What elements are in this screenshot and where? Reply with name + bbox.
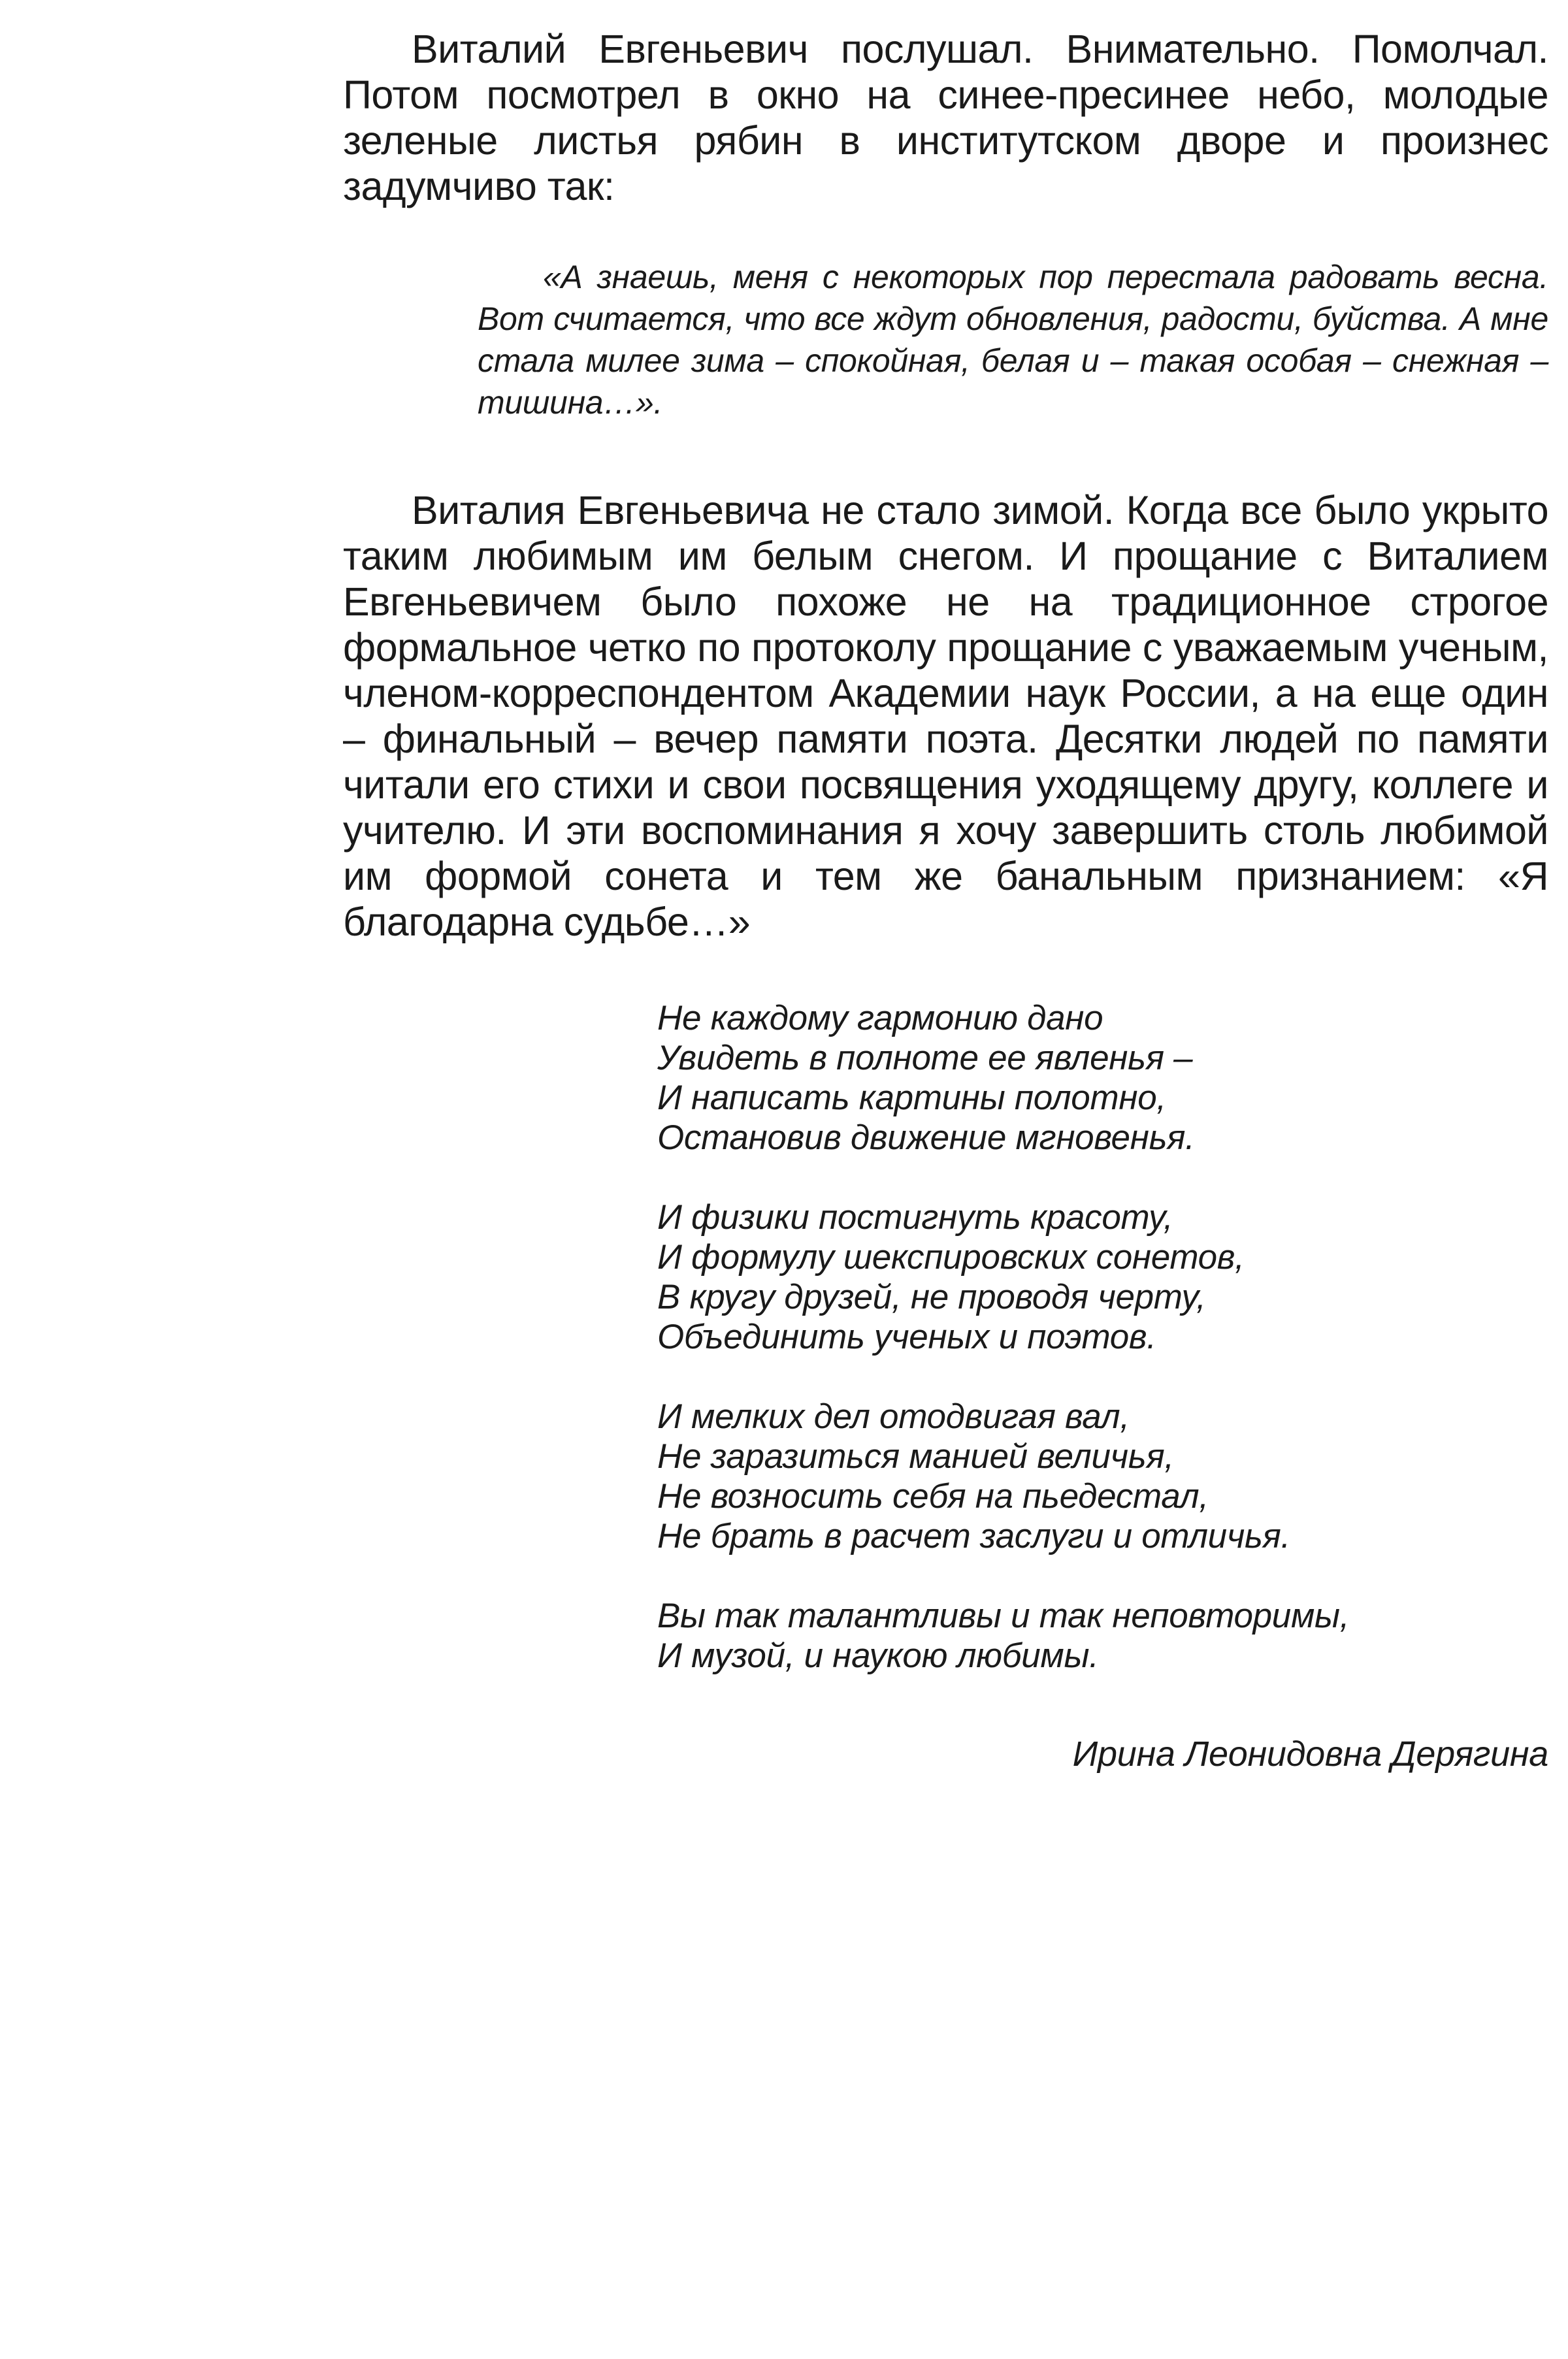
poem-line: Не возносить себя на пьедестал,	[657, 1477, 1209, 1516]
poem-line: И физики постигнуть красоту,	[657, 1198, 1173, 1237]
poem-line: Вы так талантливы и так неповторимы,	[657, 1597, 1350, 1635]
quote-block: «А знаешь, меня с некоторых пор перестала радовать весна. Вот считается, что все ждут обновления, радости, буйства. А мне стала милее зима – спокойная, белая и – такая особая – снежная – тишина…».	[478, 259, 1548, 421]
poem-line: В кругу друзей, не проводя черту,	[657, 1278, 1206, 1316]
stanza-4	[657, 1596, 1548, 1676]
stanza-1	[657, 998, 1548, 1158]
poem-line: И музой, и наукою любимы.	[657, 1636, 1099, 1675]
poem-line: И формулу шекспировских сонетов,	[657, 1238, 1245, 1277]
poem-line: Не каждому гармонию дано	[657, 999, 1103, 1037]
author-signature: Ирина Леонидовна Дерягина	[1072, 1734, 1548, 1774]
poem-line: И написать картины полотно,	[657, 1079, 1166, 1117]
poem-line: И мелких дел отодвигая вал,	[657, 1397, 1130, 1436]
poem-line: Остановив движение мгновенья.	[657, 1118, 1195, 1157]
poem-line: Не заразиться манией величья,	[657, 1437, 1174, 1476]
paragraph-intro: Виталий Евгеньевич послушал. Внимательно. Помолчал. Потом посмотрел в окно на синее-пресинее небо, молодые зеленые листья рябин в институтском дворе и произнес задумчиво так:	[343, 27, 1548, 208]
stanza-2	[657, 1197, 1548, 1357]
poem-line: Увидеть в полноте ее явленья –	[657, 1039, 1193, 1077]
poem-line: Объединить ученых и поэтов.	[657, 1318, 1156, 1356]
paragraph-farewell: Виталия Евгеньевича не стало зимой. Когда все было укрыто таким любимым им белым снегом. И прощание с Виталием Евгеньевичем было похоже не на традиционное строгое формальное четко по протоколу прощание с уважаемым ученым, членом-корреспондентом Академии наук России, а на еще один – финальный – вечер памяти поэта. Десятки людей по памяти читали его стихи и свои посвящения уходящему другу, коллеге и учителю. И эти воспоминания я хочу завершить столь любимой им формой сонета и тем же банальным признанием: «Я благодарна судьбе…»	[343, 488, 1548, 944]
page-content	[343, 26, 1548, 1775]
sonnet	[657, 998, 1548, 1676]
stanza-3	[657, 1397, 1548, 1556]
poem-line: Не брать в расчет заслуги и отличья.	[657, 1517, 1290, 1555]
